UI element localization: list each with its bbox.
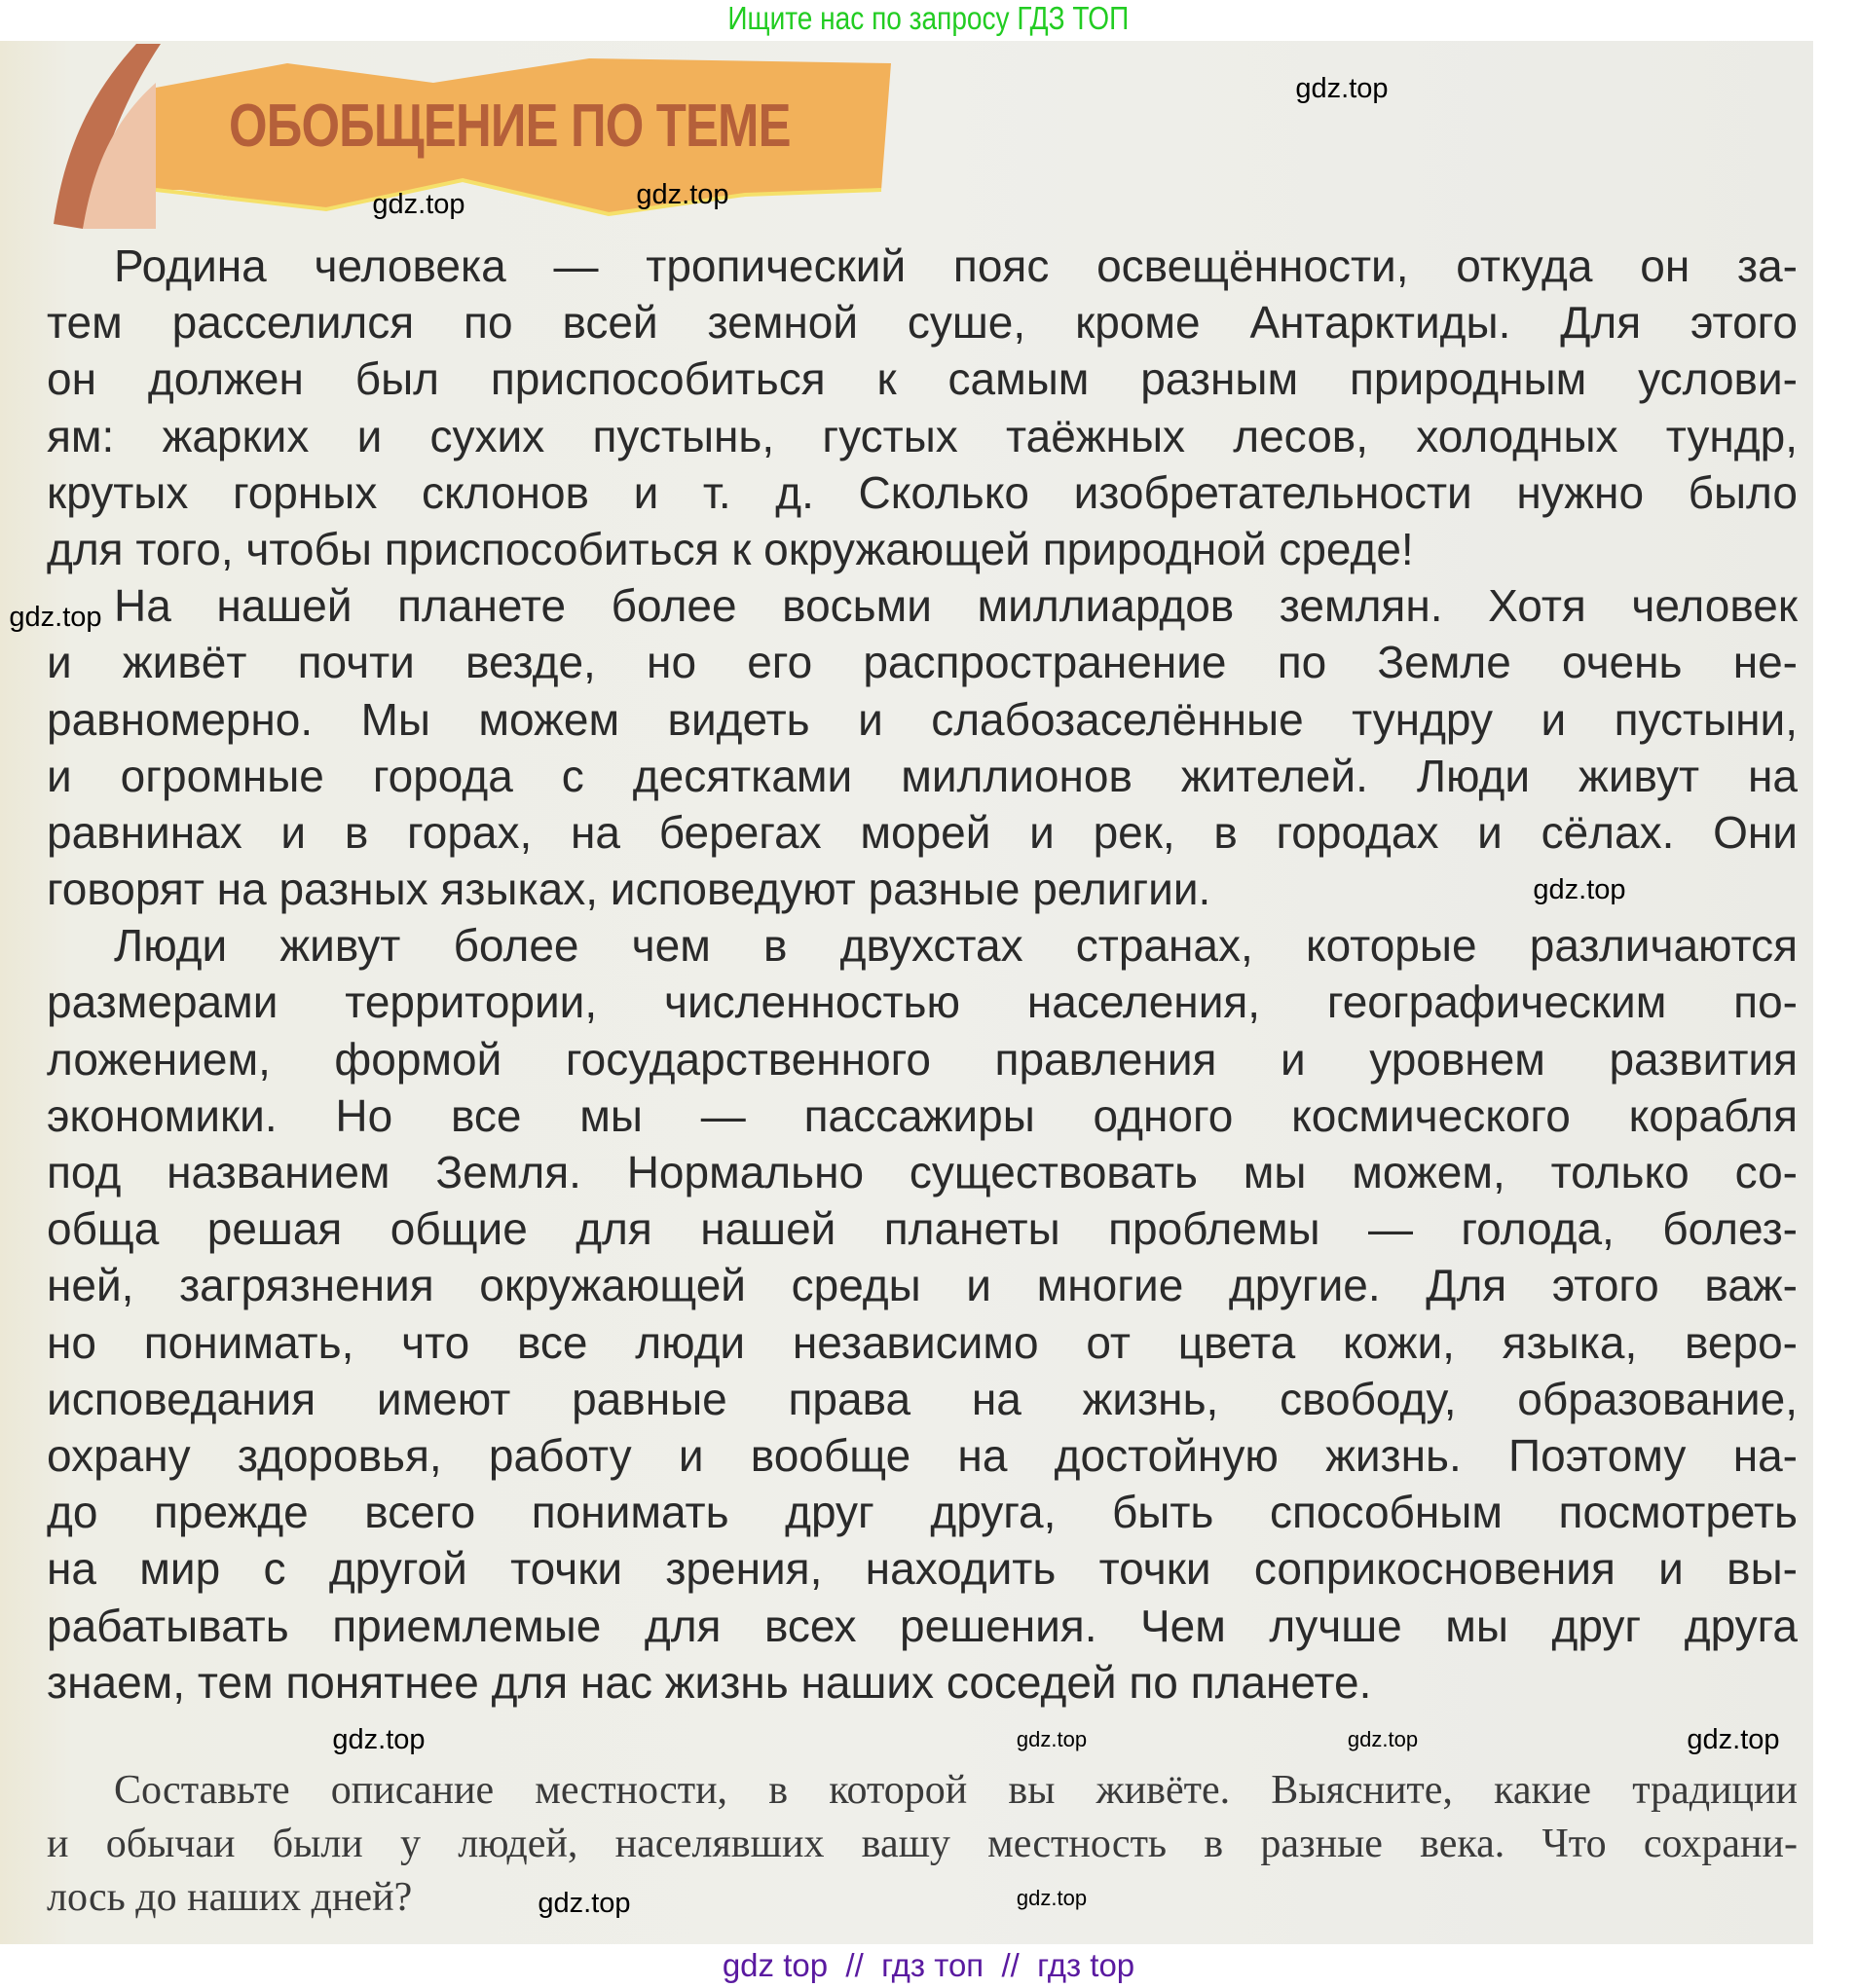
- watermark: gdz.top: [332, 1724, 426, 1755]
- text-line: для того, чтобы приспособиться к окружающей природной среде!: [47, 523, 1414, 574]
- text-line: и живёт почти везде, но его распространение по Земле очень не-: [47, 637, 1798, 688]
- text-line: говорят на разных языках, исповедуют разные религии.: [47, 864, 1211, 915]
- watermark: gdz.top: [9, 602, 102, 633]
- text-line: исповедания имеют равные права на жизнь, свободу, образование,: [47, 1373, 1798, 1424]
- text-line: крутых горных склонов и т. д. Сколько изобретательности нужно было: [47, 466, 1798, 518]
- text-line: экономики. Но все мы — пассажиры одного космического корабля: [47, 1089, 1798, 1141]
- task-line: и обычаи были у людей, населявших вашу местность в разные века. Что сохрани-: [47, 1822, 1798, 1866]
- text-line: размерами территории, численностью населения, географическим по-: [47, 976, 1798, 1028]
- text-line: ней, загрязнения окружающей среды и многие другие. Для этого важ-: [47, 1260, 1798, 1311]
- search-hint-text: Ищите нас по запросу ГДЗ ТОП: [727, 0, 1130, 36]
- text-line: он должен был приспособиться к самым разным природным услови-: [47, 353, 1798, 405]
- text-line: равнинах и в горах, на берегах морей и рек, в городах и сёлах. Они: [47, 806, 1798, 858]
- watermark: gdz.top: [1347, 1727, 1419, 1751]
- watermark: gdz.top: [1295, 73, 1389, 104]
- search-hint-banner: [0, 0, 1857, 41]
- text-line: знаем, тем понятнее для нас жизнь наших соседей по планете.: [47, 1656, 1372, 1708]
- section-title: ОБОБЩЕНИЕ ПО ТЕМЕ: [229, 92, 791, 160]
- text-line: и огромные города с десятками миллионов жителей. Люди живут на: [47, 750, 1798, 801]
- watermark: gdz.top: [1016, 1886, 1088, 1910]
- text-line: равномерно. Мы можем видеть и слабозаселённые тундру и пустыни,: [47, 693, 1798, 745]
- section-ribbon: [44, 44, 891, 229]
- text-line: но понимать, что все люди независимо от цвета кожи, языка, веро-: [47, 1316, 1798, 1368]
- watermark: gdz.top: [1687, 1724, 1780, 1755]
- text-line: обща решая общие для нашей планеты проблемы — голода, болез-: [47, 1203, 1798, 1255]
- text-line: до прежде всего понимать друг друга, быть способным посмотреть: [47, 1487, 1798, 1538]
- watermark: gdz.top: [372, 189, 465, 220]
- watermark: gdz.top: [1016, 1727, 1088, 1751]
- task-line: Составьте описание местности, в которой вы живёте. Выясните, какие традиции: [114, 1768, 1798, 1813]
- text-line: ям: жарких и сухих пустынь, густых таёжных лесов, холодных тундр,: [47, 410, 1798, 461]
- watermark: gdz.top: [538, 1888, 631, 1919]
- text-line: рабатывать приемлемые для всех решения. Чем лучше мы друг друга: [47, 1600, 1798, 1651]
- text-line: Люди живут более чем в двухстах странах, которые различаются: [114, 920, 1798, 972]
- text-line: под названием Земля. Нормально существовать мы можем, только со-: [47, 1147, 1798, 1197]
- text-line: Родина человека — тропический пояс освещённости, откуда он за-: [114, 240, 1798, 291]
- text-line: охрану здоровья, работу и вообще на достойную жизнь. Поэтому на-: [47, 1429, 1798, 1481]
- task-line: лось до наших дней?: [47, 1875, 413, 1920]
- assignment-text: [47, 1764, 1798, 1925]
- summary-text: [47, 238, 1798, 1711]
- text-line: ложением, формой государственного правления и уровнем развития: [47, 1033, 1798, 1085]
- text-line: тем расселился по всей земной суше, кроме Антарктиды. Для этого: [47, 297, 1798, 349]
- watermark: gdz.top: [1533, 874, 1626, 905]
- text-line: на мир с другой точки зрения, находить точки соприкосновения и вы-: [47, 1543, 1798, 1595]
- text-line: На нашей планете более восьми миллиардов землян. Хотя человек: [114, 580, 1798, 632]
- watermark: gdz.top: [636, 179, 729, 210]
- footer-links: gdz top // гдз топ // гдз top: [722, 1947, 1135, 1983]
